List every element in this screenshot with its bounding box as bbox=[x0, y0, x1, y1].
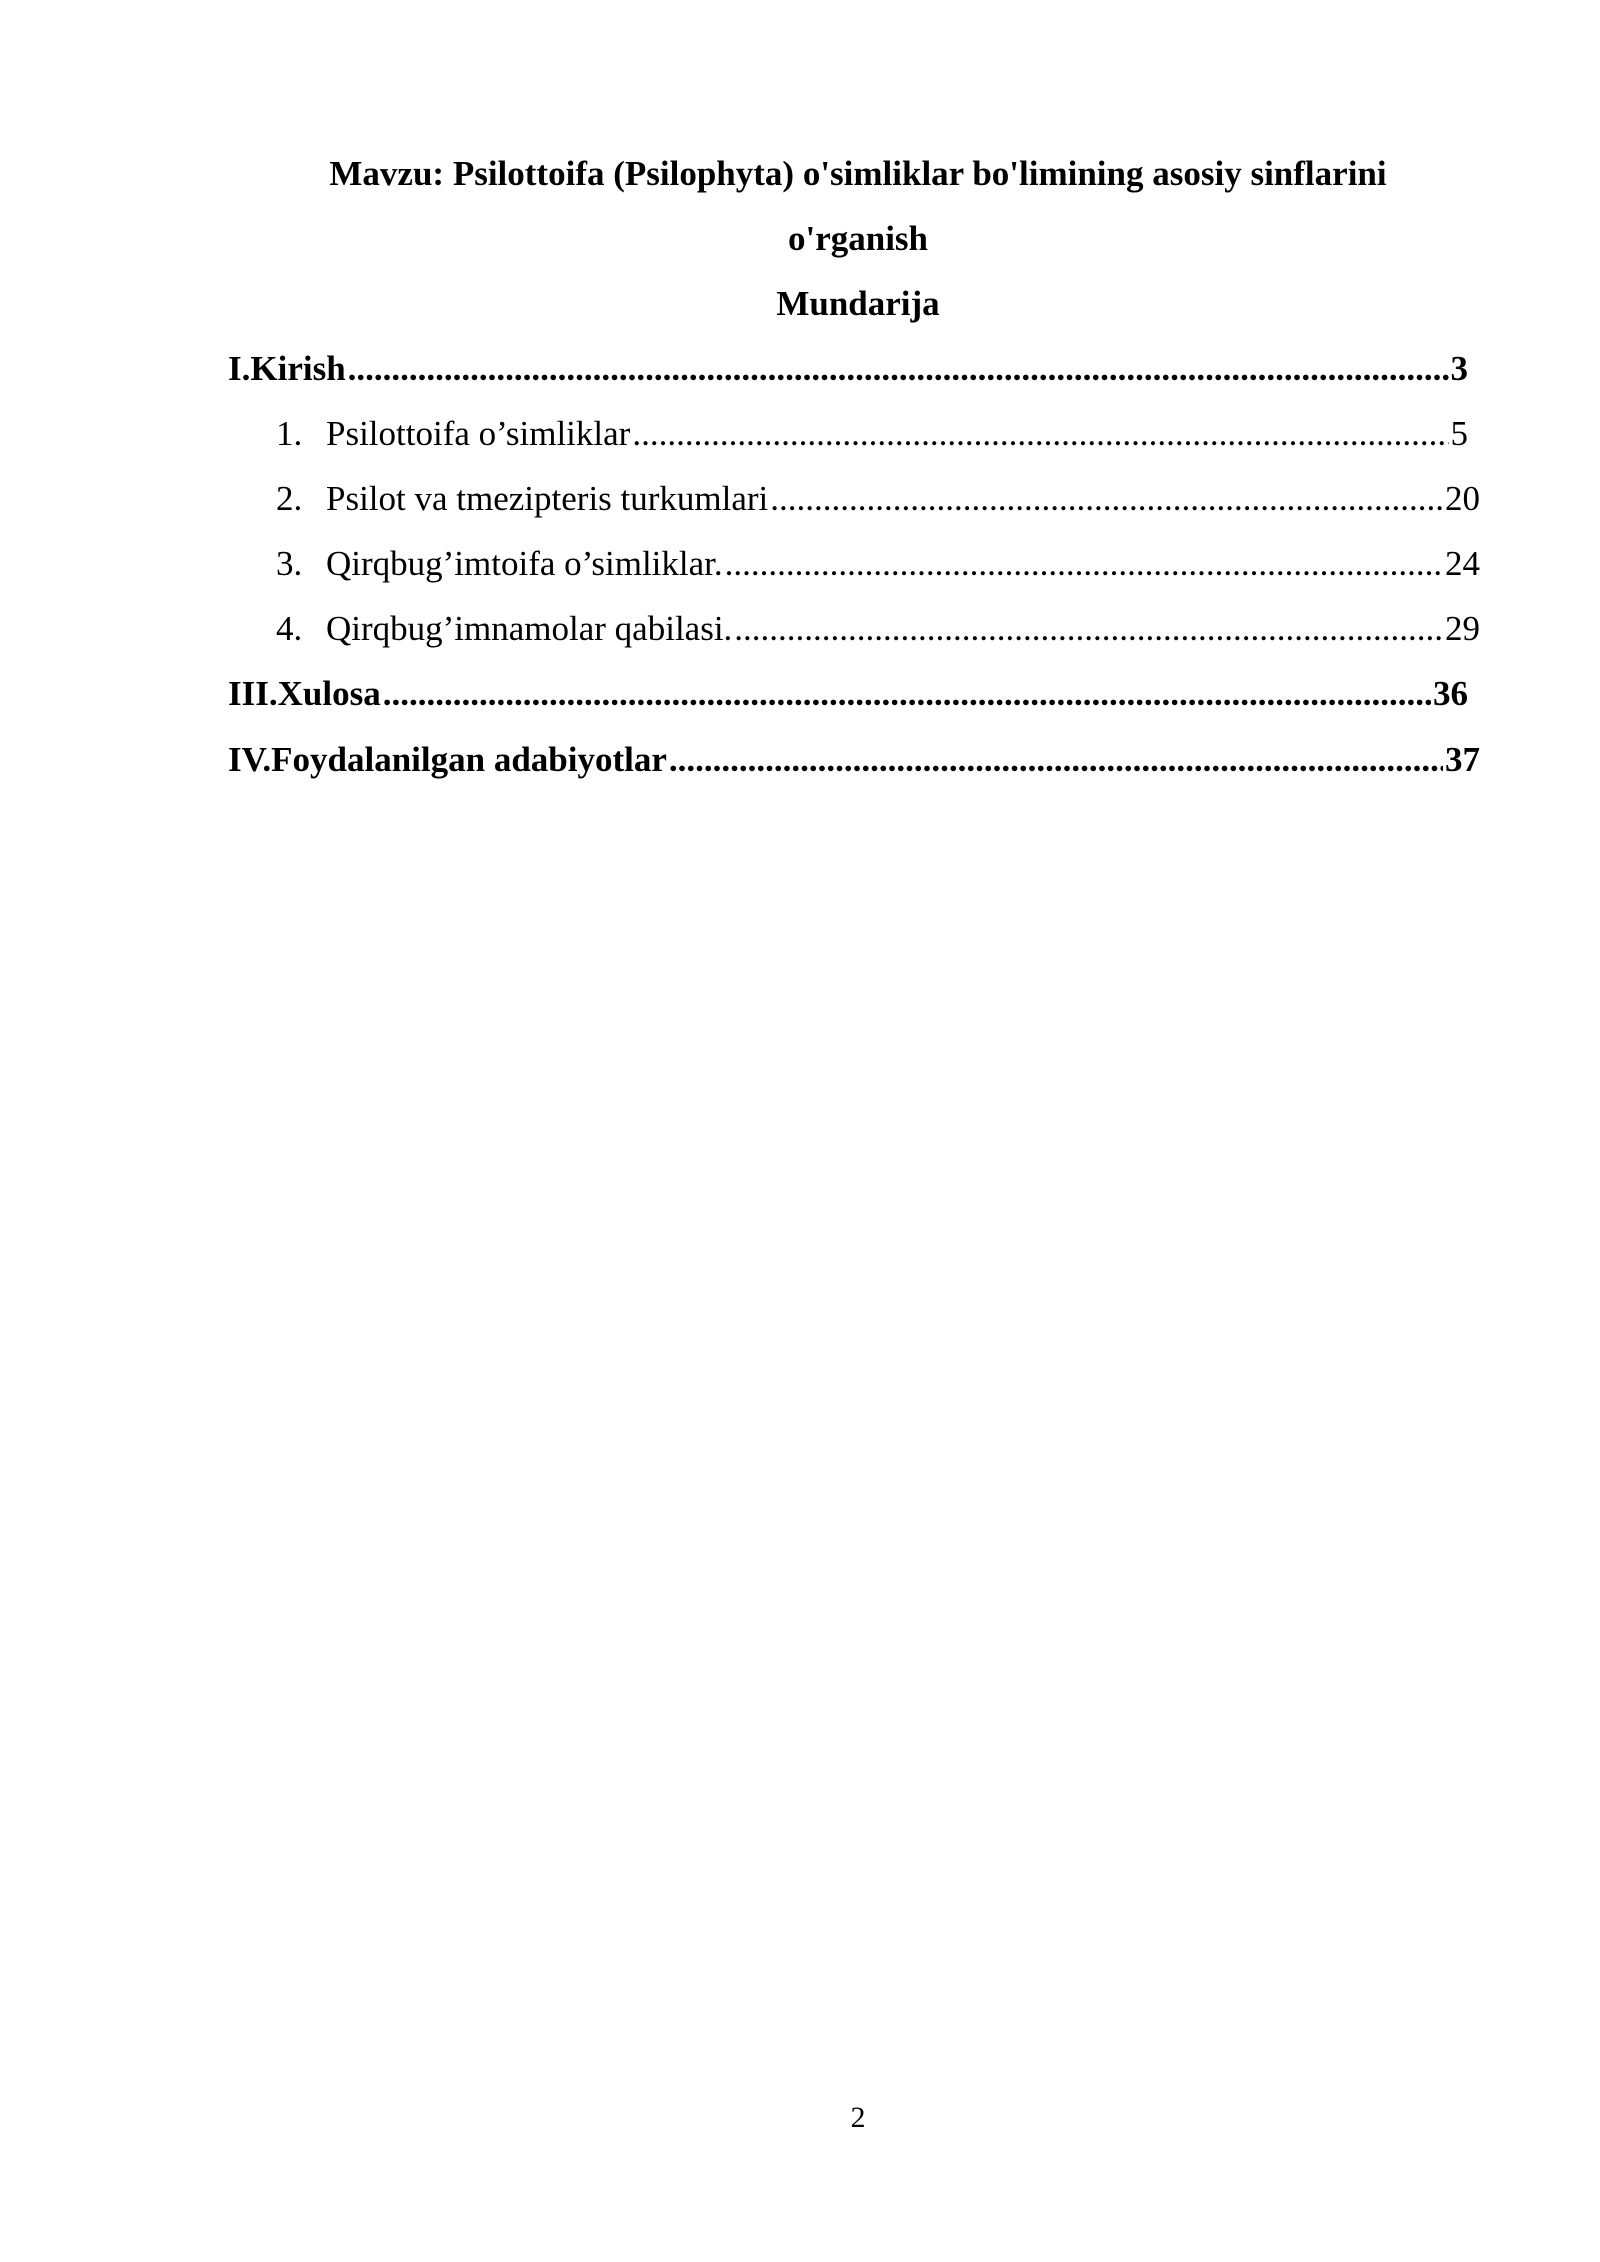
toc-entry-page: 36 bbox=[1433, 674, 1468, 713]
toc-entry-number: 2. bbox=[276, 479, 303, 518]
toc-entry-number: 4. bbox=[276, 609, 303, 648]
toc-entry-label: IV.Foydalanilgan adabiyotlar bbox=[228, 740, 667, 779]
toc-dot-leader bbox=[632, 412, 1448, 456]
toc-dot-leader bbox=[383, 672, 1431, 716]
document-title-line-2: o'rganish bbox=[787, 219, 929, 258]
toc-entry-label: Psilottoifa o’simliklar bbox=[326, 414, 631, 453]
toc-dot-leader bbox=[669, 738, 1443, 782]
toc-dot-leader bbox=[348, 347, 1449, 391]
toc-entry-kirish bbox=[228, 347, 1468, 391]
toc-entry-page: 5 bbox=[1450, 414, 1468, 453]
toc-entry-adabiyotlar bbox=[228, 738, 1480, 782]
toc-entry-label: III.Xulosa bbox=[228, 674, 381, 713]
toc-entry-4 bbox=[276, 607, 1480, 651]
page-number: 2 bbox=[850, 2101, 866, 2134]
toc-entry-label: Qirqbug’imnamolar qabilasi. bbox=[326, 609, 733, 648]
toc-entry-page: 29 bbox=[1445, 609, 1480, 648]
toc-entry-page: 24 bbox=[1445, 544, 1480, 583]
toc-entry-page: 3 bbox=[1450, 349, 1468, 388]
toc-entry-1 bbox=[276, 412, 1468, 456]
toc-entry-number: 1. bbox=[276, 414, 303, 453]
toc-entry-label: I.Kirish bbox=[228, 349, 346, 388]
toc-dot-leader bbox=[734, 607, 1443, 651]
toc-entry-number: 3. bbox=[276, 544, 303, 583]
toc-heading: Mundarija bbox=[776, 284, 940, 323]
toc-entry-2 bbox=[276, 477, 1480, 521]
toc-entry-page: 20 bbox=[1445, 479, 1480, 518]
toc-dot-leader bbox=[725, 542, 1443, 586]
toc-entry-page: 37 bbox=[1445, 740, 1480, 779]
toc-entry-label: Qirqbug’imtoifa o’simliklar. bbox=[326, 544, 723, 583]
toc-dot-leader bbox=[770, 477, 1443, 521]
toc-entry-xulosa bbox=[228, 672, 1468, 716]
toc-entry-3 bbox=[276, 542, 1480, 586]
document-title-line-1: Mavzu: Psilottoifa (Psilophyta) o'simliklar bo'limining asosiy sinflarini bbox=[329, 154, 1387, 193]
toc-entry-label: Psilot va tmezipteris turkumlari bbox=[326, 479, 769, 518]
